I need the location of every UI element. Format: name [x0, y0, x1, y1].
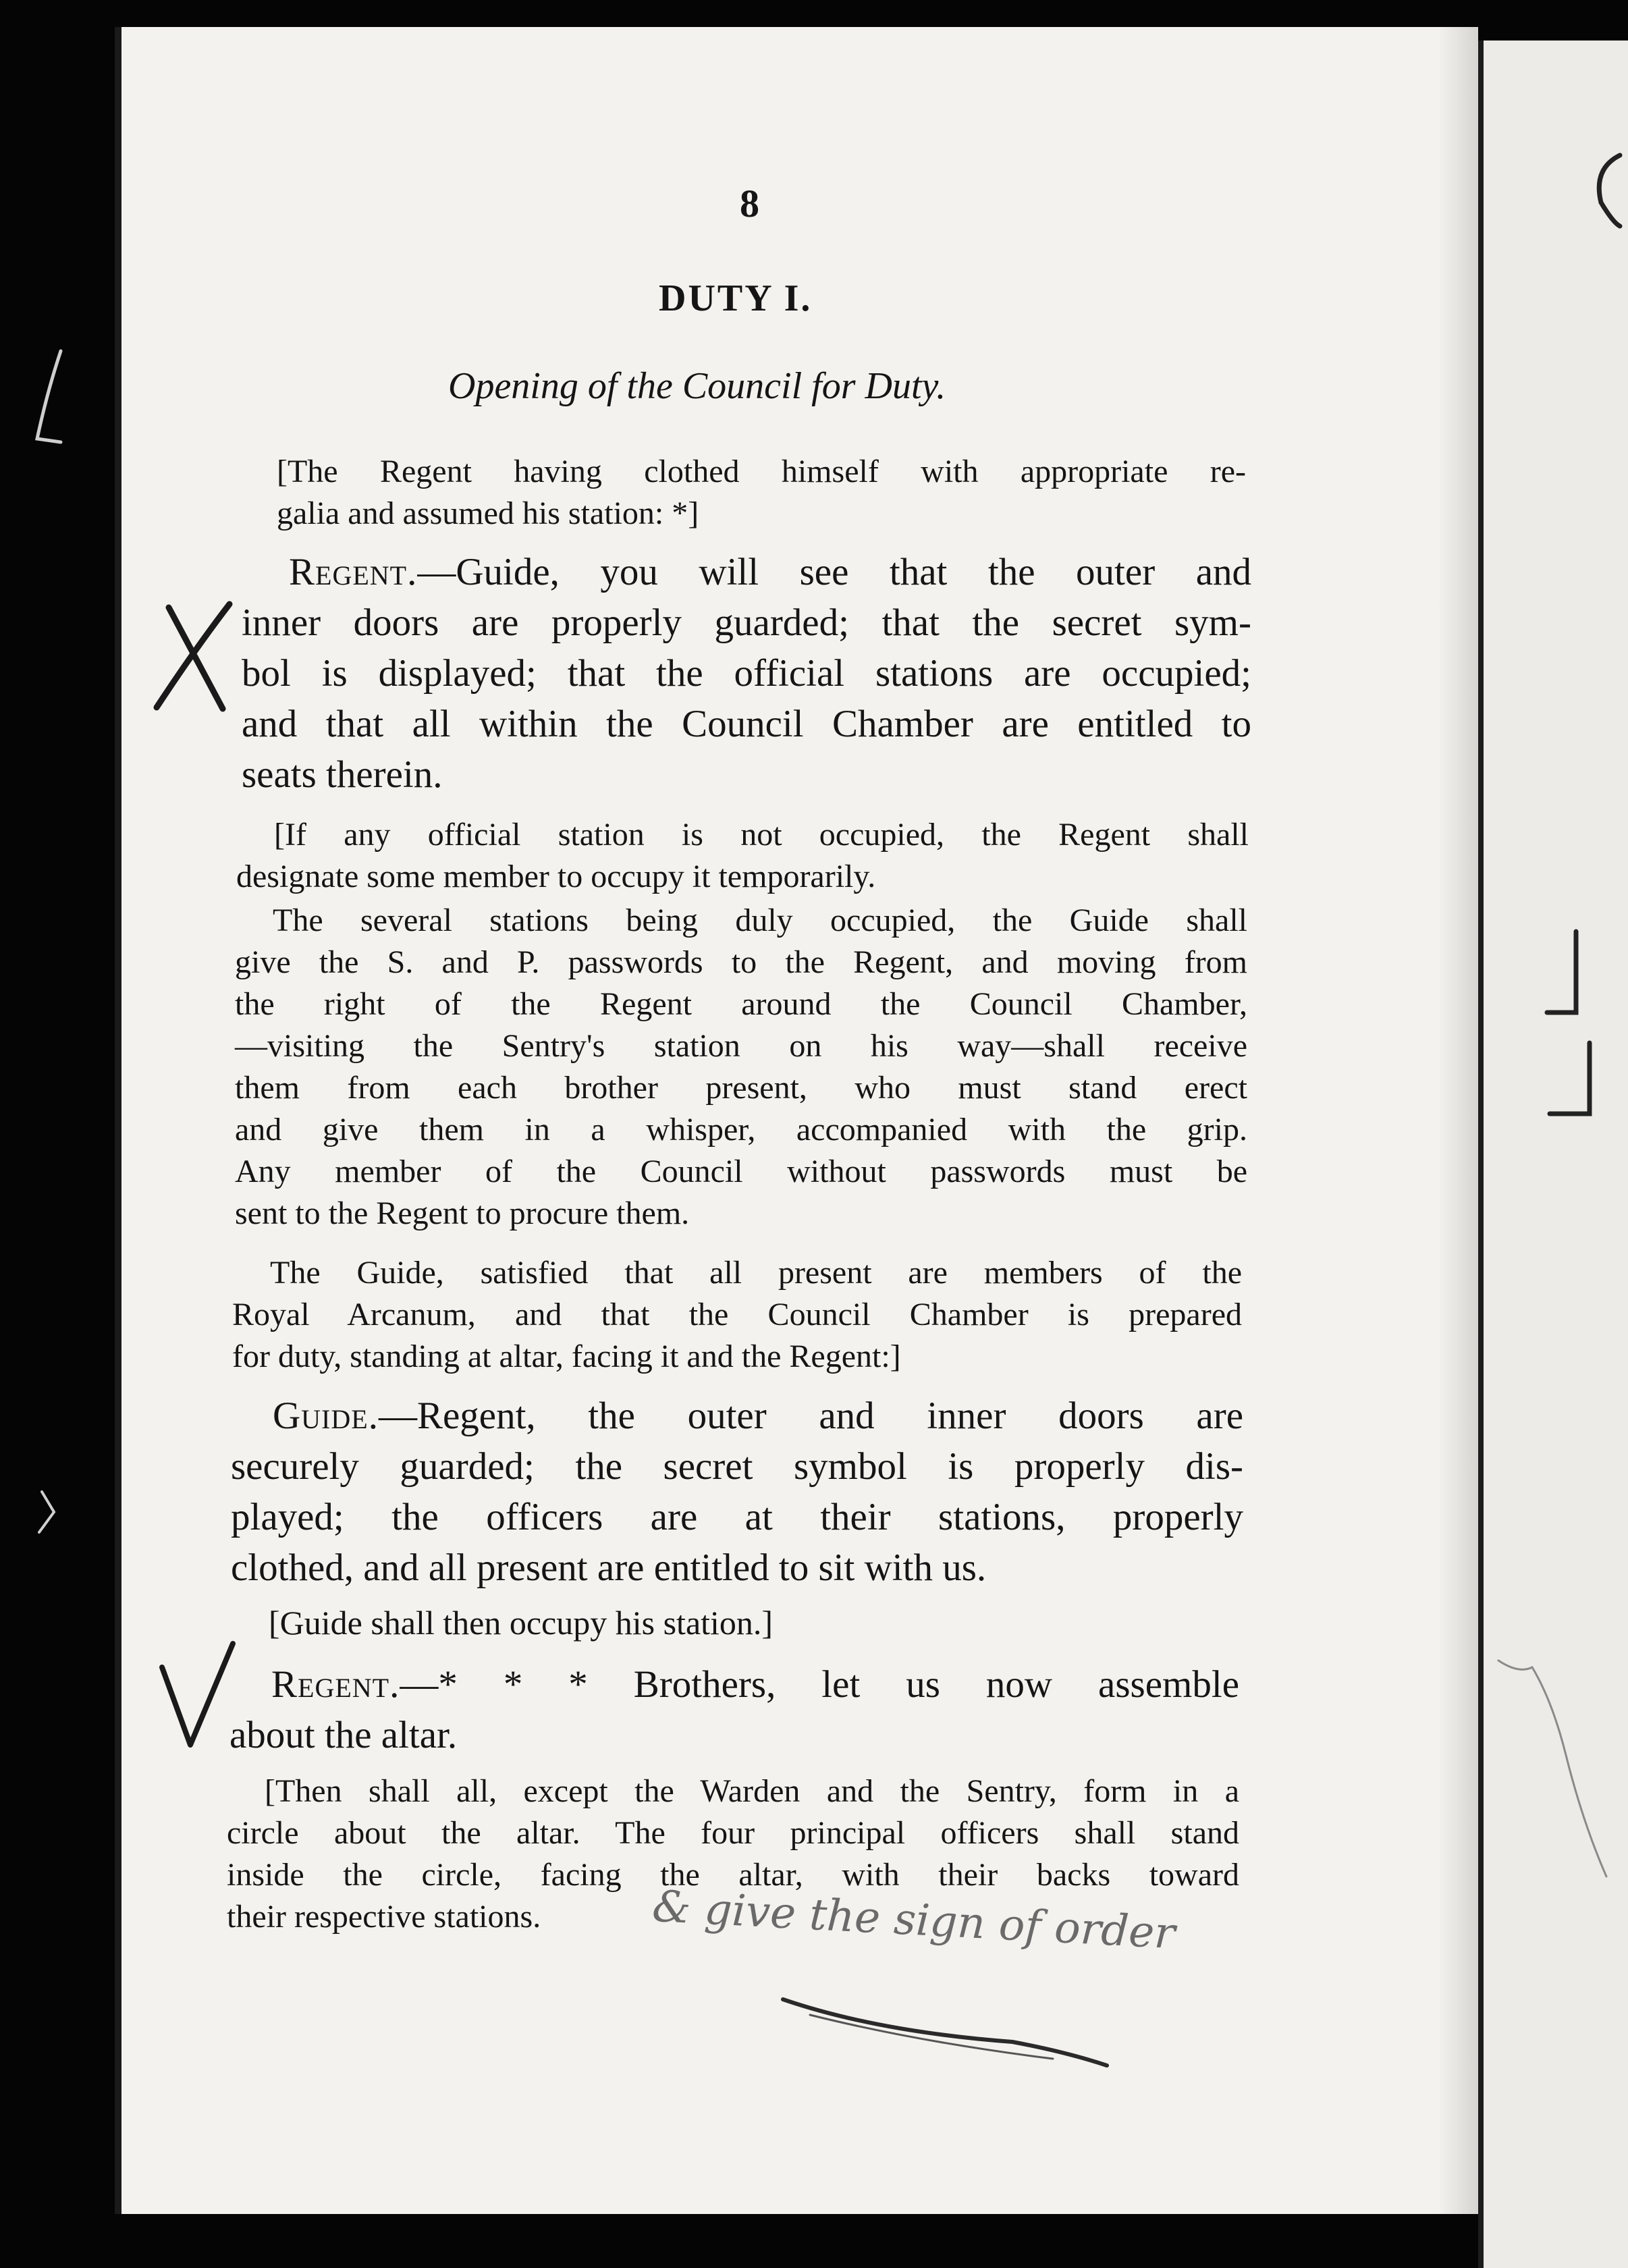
margin-mark: [39, 1492, 54, 1532]
text-line: inside the circle, facing the altar, with their backs toward: [227, 1857, 1239, 1893]
stage-direction-guide-station: [269, 1602, 1146, 1644]
text-line: [242, 547, 1251, 597]
speaker-name: Guide.: [273, 1395, 379, 1437]
text-line: sent to the Regent to procure them.: [235, 1195, 690, 1231]
text-line: seats therein.: [242, 753, 443, 796]
text-line: securely guarded; the secret symbol is properly dis-: [231, 1445, 1243, 1488]
text-line: [Guide shall then occupy his station.]: [269, 1604, 774, 1642]
text-line: the right of the Regent around the Council Chamber,: [235, 986, 1247, 1022]
text-line: them from each brother present, who must stand erect: [235, 1070, 1247, 1106]
text-line: for duty, standing at altar, facing it and the Regent:]: [232, 1339, 901, 1374]
text-line: about the altar.: [229, 1714, 458, 1756]
page-subtitle: Opening of the Council for Duty.: [448, 365, 946, 407]
text-line-content: —Regent, the outer and inner doors are: [378, 1395, 1243, 1437]
gutter-shadow: [1438, 27, 1478, 2214]
text-line: —visiting the Sentry's station on his way—shall receive: [235, 1028, 1247, 1064]
text-line: give the S. and P. passwords to the Regent, and moving from: [235, 944, 1247, 980]
regent-speech-1: [242, 547, 1251, 800]
page-title: DUTY I.: [659, 277, 813, 319]
text-line: clothed, and all present are entitled to sit with us.: [231, 1546, 987, 1589]
text-line-content: —Guide, you will see that the outer and: [417, 551, 1251, 593]
text-line: inner doors are properly guarded; that the secret sym-: [242, 601, 1251, 644]
text-line: The Guide, satisfied that all present are members of the: [270, 1255, 1242, 1291]
text-line: [229, 1659, 1239, 1710]
text-line: their respective stations.: [227, 1899, 541, 1935]
stage-direction-passwords: [235, 900, 1247, 1235]
text-line: bol is displayed; that the official stations are occupied;: [242, 652, 1251, 695]
text-line: [The Regent having clothed himself with appropriate re-: [277, 454, 1246, 489]
stage-direction-vacancy: [236, 814, 1249, 898]
stage-direction-guide: [232, 1252, 1242, 1378]
text-line: circle about the altar. The four principal officers shall stand: [227, 1815, 1239, 1851]
speaker-name: Regent.: [271, 1663, 400, 1706]
text-line: The several stations being duly occupied, the Guide shall: [273, 902, 1247, 938]
handwritten-note: & give the sign of order: [651, 1881, 1176, 1960]
speaker-name: Regent.: [289, 551, 418, 593]
text-line: [If any official station is not occupied, the Regent shall: [274, 817, 1249, 853]
text-line: played; the officers are at their stations, properly: [231, 1496, 1243, 1538]
adjacent-page: [1478, 40, 1628, 2268]
regent-speech-2: [229, 1659, 1239, 1760]
text-line: and give them in a whisper, accompanied with the grip.: [235, 1112, 1247, 1148]
text-line: galia and assumed his station: *]: [277, 495, 699, 531]
text-line: [231, 1390, 1243, 1441]
text-line: and that all within the Council Chamber are entitled to: [242, 703, 1251, 745]
guide-speech: [231, 1390, 1243, 1593]
text-line: Royal Arcanum, and that the Council Chamber is prepared: [232, 1297, 1242, 1332]
text-line: designate some member to occupy it temporarily.: [236, 859, 876, 894]
text-line-content: —* * * Brothers, let us now assemble: [400, 1663, 1239, 1706]
stage-direction-opening: [277, 451, 1246, 535]
text-line: [Then shall all, except the Warden and the Sentry, form in a: [265, 1773, 1239, 1809]
text-line: Any member of the Council without passwords must be: [235, 1154, 1247, 1189]
page-number: 8: [740, 182, 759, 225]
margin-mark: [37, 351, 61, 442]
